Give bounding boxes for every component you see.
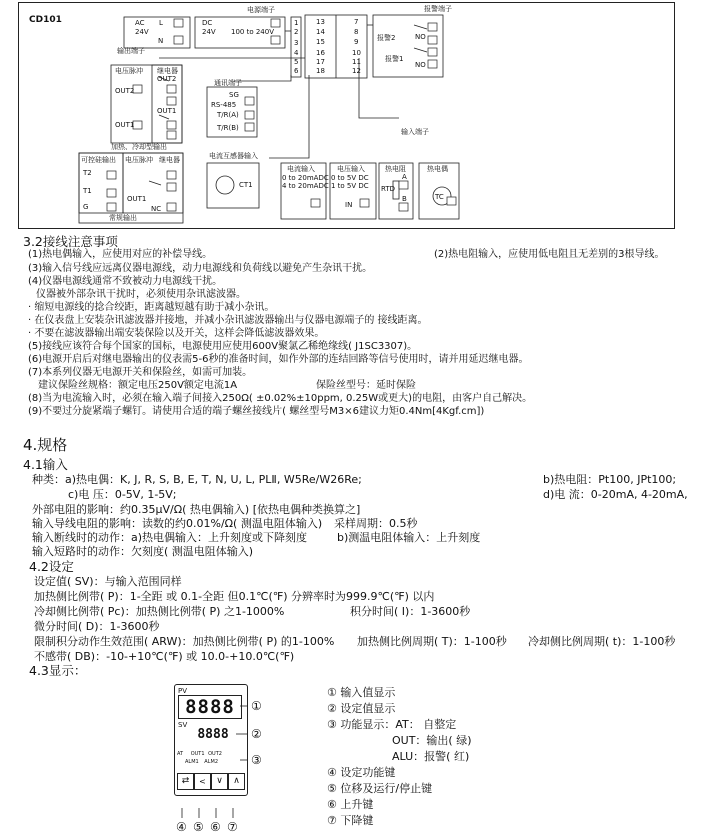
l-label: L	[159, 19, 163, 27]
note-9: (9)不要过分旋紧端子螺钉。请使用合适的端子螺丝接线片( 螺丝型号M3×6建议力矩0.4Nm[4Kgf.cm])	[28, 406, 485, 417]
voltage-range-1: 0 to 5V DC	[331, 174, 369, 182]
note-5: (5)接线应该符合每个国家的国标，电源使用应使用600V聚氯乙稀绝缘线( J1SC3307)。	[28, 341, 418, 352]
sv-spec: 设定值( SV)：与输入范围同样	[34, 575, 182, 588]
note-4d: · 不要在滤波器输出端安装保险以及开关，这样会降低滤波器效果。	[28, 328, 325, 339]
t2-label: T2	[83, 169, 92, 177]
sv-label: SV	[178, 721, 188, 729]
legend-5: ⑤ 位移及运行/停止键	[327, 782, 433, 795]
note-4c: · 在仪表盘上安装杂讯滤波器并接地，并减小杂讯滤波器输出与仪器电源端子的 接线距离。	[28, 315, 428, 326]
terminal-6: 6	[294, 67, 299, 75]
thyristor-label: 可控硅输出	[81, 156, 116, 164]
comm-terminal-label: 通讯端子	[214, 79, 242, 87]
callout-lines	[170, 690, 280, 835]
note-6: (6)电源开启后对继电器输出的仪表需5-6秒的准备时间，如作外部的连结回路等信号使用时，请并用延迟继电器。	[28, 354, 529, 365]
rs485-label: RS-485	[211, 101, 237, 109]
legend-6: ⑥ 上升键	[327, 798, 374, 811]
current-range-2: 4 to 20mADC	[282, 182, 329, 190]
callout-3: ③	[251, 753, 262, 767]
terminal-3: 3	[294, 39, 299, 47]
callout-6: ⑥	[210, 820, 221, 834]
callout-4: ④	[176, 820, 187, 834]
terminal-2: 2	[294, 28, 299, 36]
voltage-pulse-label: 电压脉冲	[125, 156, 153, 164]
sample-period: 采样周期：0.5秒	[334, 517, 418, 530]
b-label: B	[402, 195, 407, 203]
out2-label: OUT2	[157, 75, 177, 83]
shift-run-stop-key[interactable]: <	[194, 773, 211, 790]
terminal-8: 8	[354, 28, 359, 36]
rtd-title: 热电阻	[385, 165, 406, 173]
voltage-range-2: 1 to 5V DC	[331, 182, 369, 190]
ct1-label: CT1	[239, 181, 253, 189]
tc-title: 热电偶	[427, 165, 448, 173]
legend-7: ⑦ 下降键	[327, 814, 374, 827]
voltage-pulse-label: 电压脉冲	[115, 67, 143, 75]
terminal-11: 11	[352, 58, 361, 66]
pc-band: 冷却侧比例带( Pc)：加热侧比例带( P) 之1-1000%	[34, 605, 285, 618]
callout-2: ②	[251, 727, 262, 741]
terminal-9: 9	[354, 38, 359, 46]
notes-title: 3.2接线注意事项	[23, 234, 118, 249]
normal-output-label: 常规输出	[109, 214, 137, 222]
terminal-13: 13	[316, 18, 325, 26]
break-a: 输入断线时的动作：a)热电偶输入：上升刻度或下降刻度	[32, 531, 308, 544]
alarm-terminal-label: 报警端子	[424, 5, 452, 13]
note-4a: 仪器被外部杂讯干扰时，必须使用杂讯滤波器。	[36, 289, 246, 300]
spec-title: 4.规格	[23, 436, 68, 454]
out1-label: OUT1	[157, 107, 177, 115]
callout-5: ⑤	[193, 820, 204, 834]
pv-display: 8888	[178, 695, 242, 719]
rtd-label: RTD	[381, 185, 396, 193]
type-d: d)电 流：0-20mA, 4-20mA,	[543, 488, 688, 501]
terminal-18: 18	[316, 67, 325, 75]
relay-label: 继电器	[159, 156, 180, 164]
lead-res: 输入导线电阻的影响：读数的约0.01%/Ω( 测温电阻体输入)	[32, 517, 323, 530]
terminal-7: 7	[354, 18, 359, 26]
alm1-led-label: ALM1	[185, 759, 199, 765]
heat-cool-output-label: 加热、冷却型输出	[111, 143, 167, 151]
legend-2: ② 设定值显示	[327, 702, 396, 715]
ct-input-label: 电流互感器输入	[209, 152, 258, 160]
note-8: (8)当为电流输入时，必须在输入端子间接入250Ω( ±0.02%±10ppm, 0.25W或更大)的电阻，由客户自己解决。	[28, 393, 533, 404]
set-function-key[interactable]: ⇄	[177, 773, 194, 790]
a-label: A	[402, 173, 407, 181]
trb-label: T/R(B)	[217, 124, 239, 132]
legend-1: ① 输入值显示	[327, 686, 396, 699]
legend-3c: ALU：报警( 红)	[392, 750, 470, 763]
note-4b: · 缩短电源线的捻合绞距，距离越短越有助于减小杂讯。	[28, 302, 275, 313]
terminal-1: 1	[294, 19, 299, 27]
wiring-diagram	[18, 2, 675, 229]
current-input-label: 电流输入	[287, 165, 315, 173]
tc-label: TC	[435, 193, 444, 201]
out1-label: OUT1	[115, 121, 135, 129]
alm2-led-label: ALM2	[204, 759, 218, 765]
model-label: CD101	[29, 15, 62, 25]
note-2: (2)热电阻输入，应使用低电阻且无差别的3根导线。	[434, 249, 665, 260]
up-key[interactable]: ∧	[228, 773, 245, 790]
in-label: IN	[345, 201, 353, 209]
type-a: 种类：a)热电偶：K, J, R, S, B, E, T, N, U, L, PLⅡ, W5Re/W26Re;	[32, 473, 362, 486]
terminal-15: 15	[316, 38, 325, 46]
p-band: 加热侧比例带( P)：1-全距 或 0.1-全距 但0.1℃(℉) 分辨率时为999.9℃(℉) 以内	[34, 590, 435, 603]
no-label: NO	[415, 61, 426, 69]
short-action: 输入短路时的动作：欠刻度( 测温电阻体输入)	[32, 545, 254, 558]
terminal-10: 10	[352, 49, 361, 57]
out1-led-label: OUT1	[190, 751, 205, 757]
d-time: 微分时间( D)：1-3600秒	[34, 620, 160, 633]
spec-41-title: 4.1输入	[23, 457, 68, 472]
callout-1: ①	[251, 699, 262, 713]
terminal-14: 14	[316, 28, 325, 36]
terminal-16: 16	[316, 49, 325, 57]
note-4: (4)仪器电源线通常不致被动力电源线干扰。	[28, 276, 223, 287]
alarm1-label: 报警1	[385, 55, 404, 63]
out2-led-label: OUT2	[208, 751, 222, 757]
dc-label: DC	[202, 19, 213, 27]
callout-7: ⑦	[227, 820, 238, 834]
terminal-4: 4	[294, 49, 299, 57]
voltage-input-label: 电压输入	[337, 165, 365, 173]
ext-res: 外部电阻的影响：约0.35μV/Ω( 热电偶输入) [依热电偶种类换算之]	[32, 503, 361, 516]
legend-3: ③ 功能显示：AT： 自整定	[327, 718, 457, 731]
output-terminal-label: 输出端子	[117, 47, 145, 55]
n-label: N	[158, 37, 164, 45]
legend-3b: OUT：输出( 绿)	[392, 734, 472, 747]
pv-label: PV	[178, 687, 188, 695]
note-1: (1)热电偶输入，应使用对应的补偿导线。	[28, 249, 213, 260]
terminal-5: 5	[294, 58, 299, 66]
spec-43-title: 4.3显示：	[29, 663, 87, 678]
current-range-1: 0 to 20mADC	[282, 174, 329, 182]
t1-label: T1	[83, 187, 92, 195]
g-label: G	[83, 203, 89, 211]
sg-label: SG	[229, 91, 239, 99]
v100-240-label: 100 to 240V	[231, 28, 274, 36]
input-terminal-label: 输入端子	[401, 128, 429, 136]
i-time: 积分时间( I)：1-3600秒	[350, 605, 471, 618]
note-7a: 建议保险丝规格：额定电压250V额定电流1A	[38, 380, 238, 391]
alarm2-label: 报警2	[377, 34, 396, 42]
v24-b-label: 24V	[202, 28, 216, 36]
v24-a-label: 24V	[135, 28, 149, 36]
terminal-17: 17	[316, 58, 325, 66]
note-3: (3)输入信号线应远离仪器电源线，动力电源线和负荷线以避免产生杂讯干扰。	[28, 263, 373, 274]
break-b: b)测温电阻体输入：上升刻度	[337, 531, 481, 544]
tc-period: 冷却侧比例周期( t)：1-100秒	[528, 635, 676, 648]
relay-label: 继电器	[157, 67, 178, 75]
no-label: NO	[415, 33, 426, 41]
ac-label: AC	[135, 19, 145, 27]
spec-42-title: 4.2设定	[29, 559, 74, 574]
wiring-lines	[19, 3, 676, 230]
out1-label: OUT1	[127, 195, 147, 203]
type-b: b)热电阻：Pt100, JPt100;	[543, 473, 677, 486]
down-key[interactable]: ∨	[211, 773, 228, 790]
nc-label: NC	[151, 205, 162, 213]
note-7: (7)本系列仪器无电源开关和保险丝，如需可加装。	[28, 367, 253, 378]
type-c: c)电 压：0-5V, 1-5V;	[68, 488, 177, 501]
db: 不感带( DB)：-10-+10℃(℉) 或 10.0-+10.0℃(℉)	[34, 650, 295, 663]
t-period: 加热侧比例周期( T)：1-100秒	[357, 635, 507, 648]
note-7b: 保险丝型号：延时保险	[316, 380, 416, 391]
at-led-label: AT	[177, 751, 184, 757]
out2-label: OUT2	[115, 87, 135, 95]
sv-display: 8888	[197, 727, 229, 742]
power-terminal-label: 电源端子	[247, 6, 275, 14]
terminal-12: 12	[352, 67, 361, 75]
arw: 限制积分动作生效范围( ARW)：加热侧比例带( P) 的1-100%	[34, 635, 335, 648]
tra-label: T/R(A)	[217, 111, 239, 119]
legend-4: ④ 设定功能键	[327, 766, 396, 779]
